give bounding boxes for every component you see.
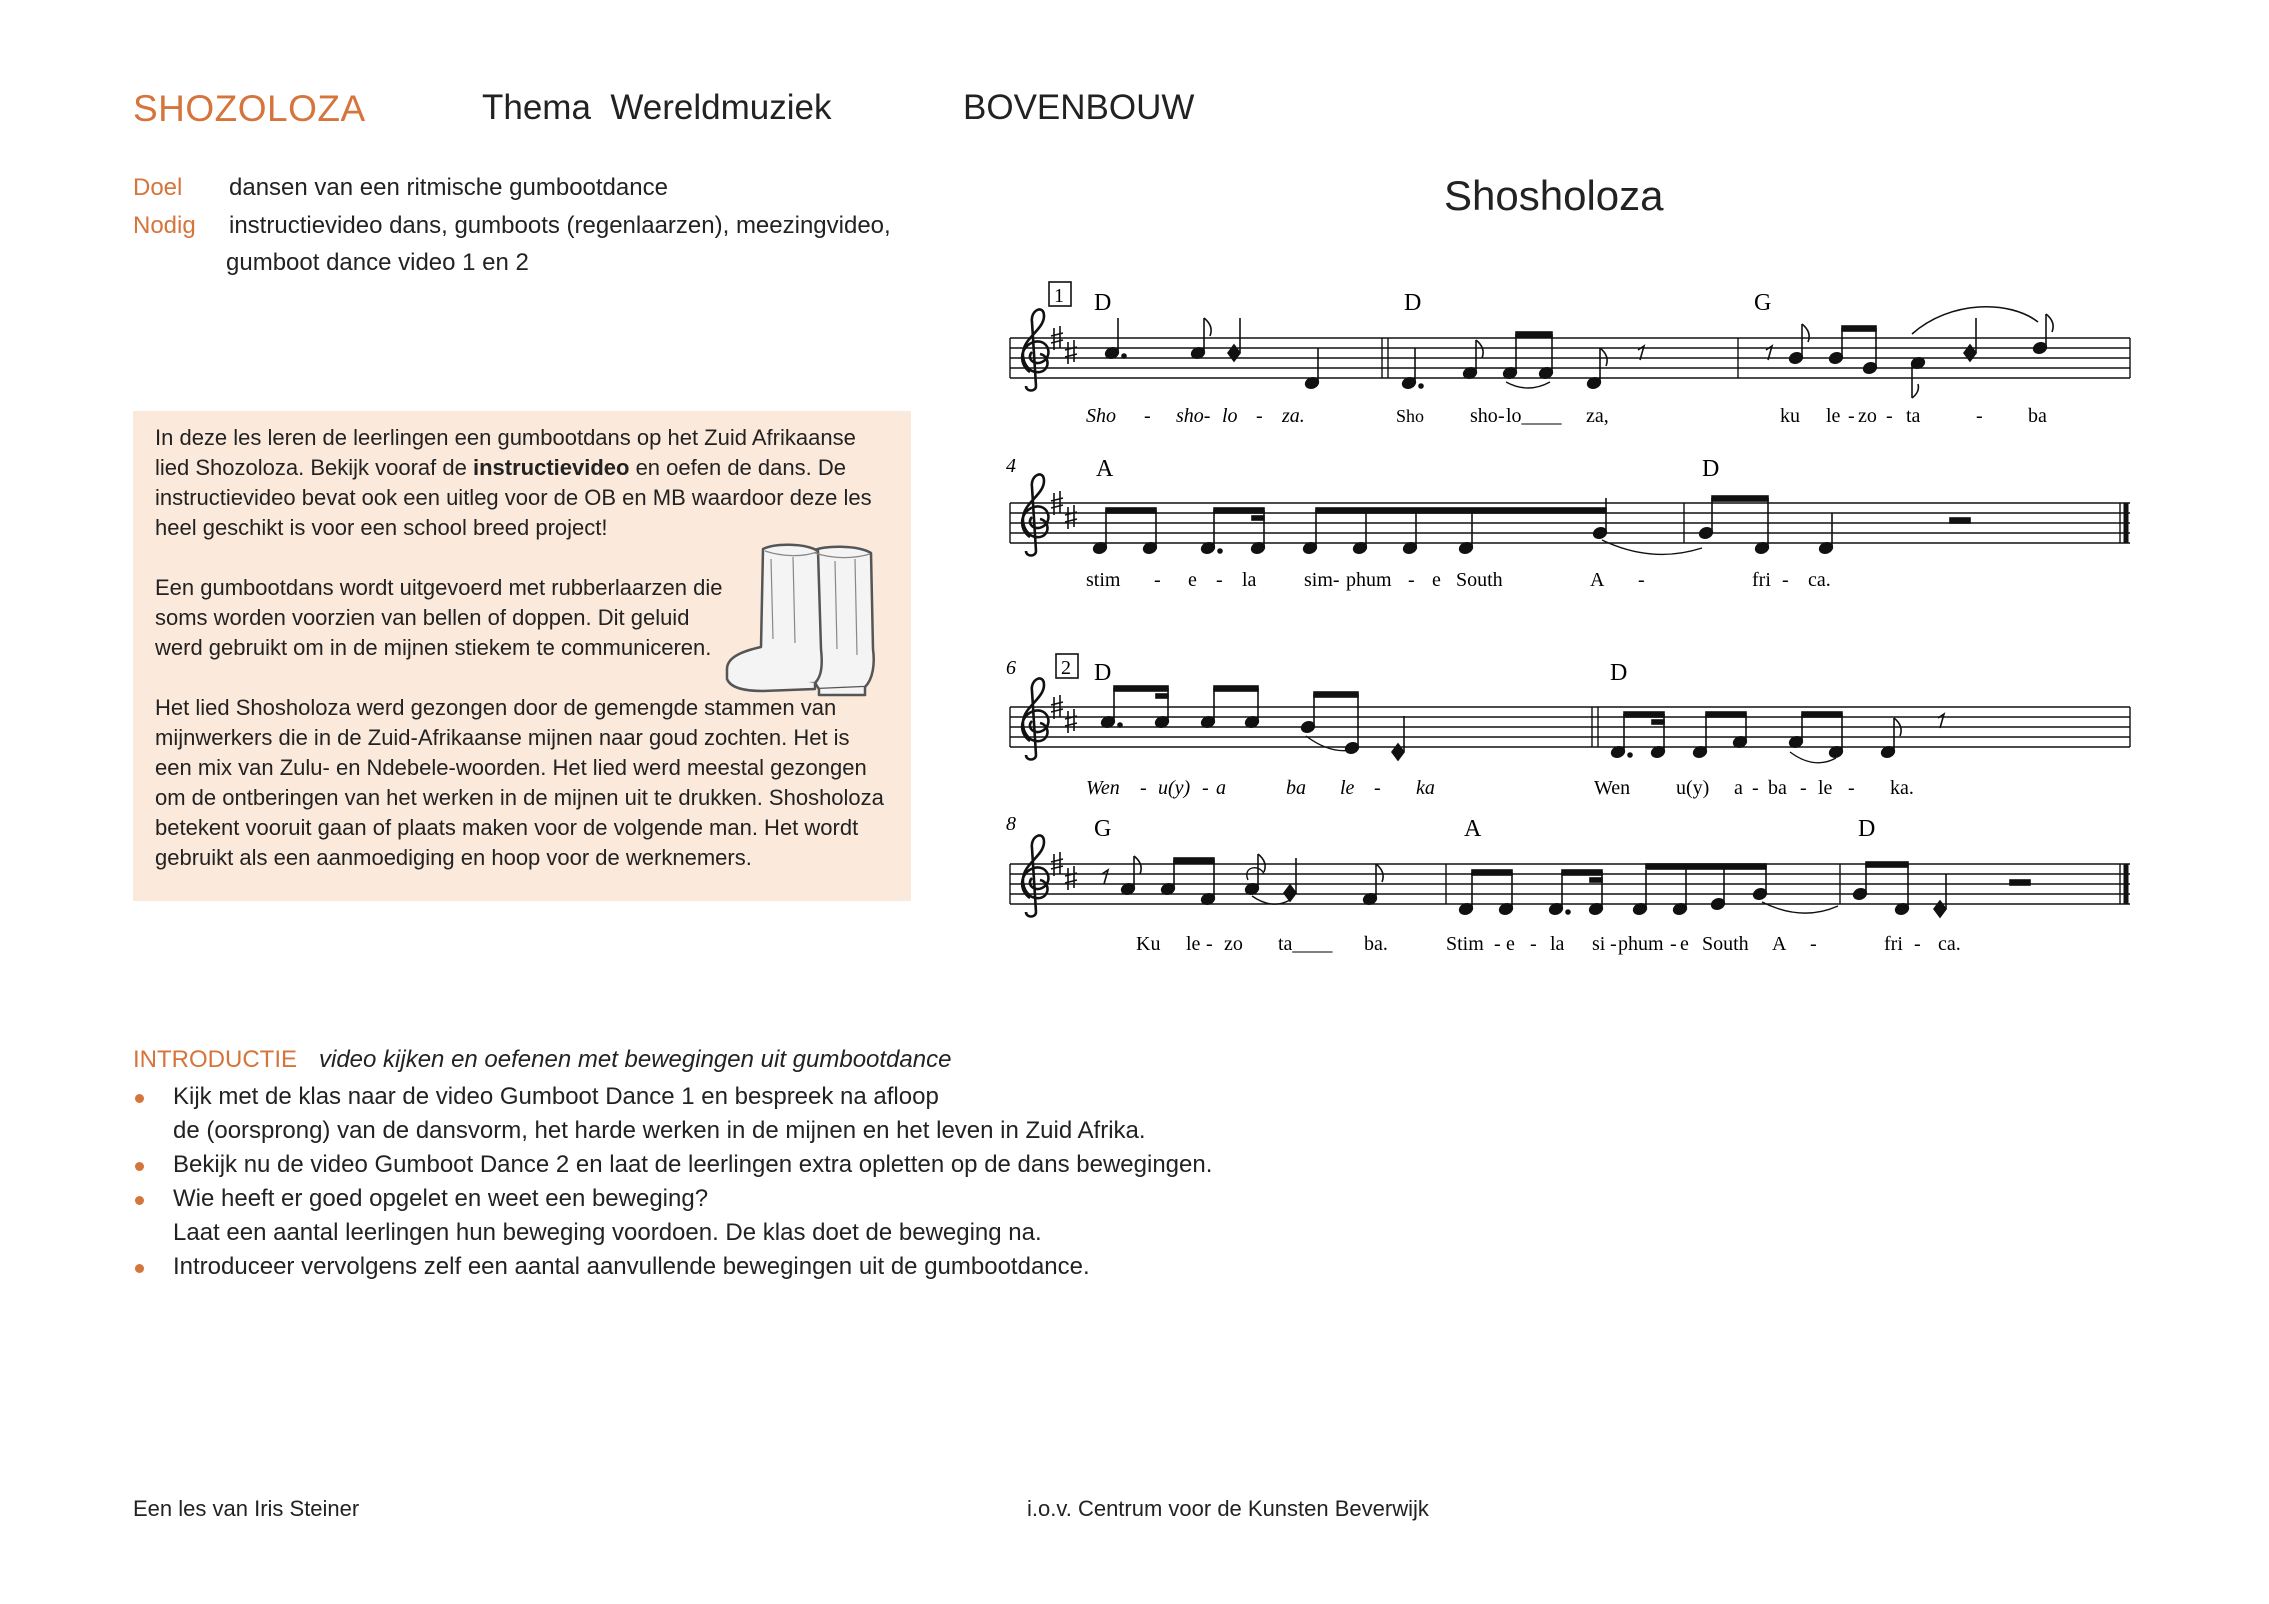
- svg-text:ca.: ca.: [1938, 933, 1961, 955]
- staff-system-4: [1006, 813, 2130, 955]
- chord-symbol: D: [1858, 816, 1876, 842]
- chord-symbol: D: [1404, 290, 1422, 316]
- svg-text:-: -: [1782, 569, 1789, 591]
- svg-text:ta: ta: [1906, 405, 1921, 427]
- svg-text:-: -: [1848, 405, 1855, 427]
- svg-text:-: -: [1498, 405, 1505, 427]
- svg-text:ca.: ca.: [1808, 569, 1831, 591]
- svg-text:-: -: [1976, 405, 1983, 427]
- svg-text:ba.: ba.: [1364, 933, 1388, 955]
- svg-text:Stim: Stim: [1446, 933, 1484, 955]
- svg-text:-: -: [1144, 405, 1151, 427]
- svg-text:Wen: Wen: [1086, 777, 1120, 799]
- info-paragraph-2: Een gumbootdans wordt uitgevoerd met rubberlaarzen die soms worden voorzien van bellen of doppen. Dit geluid werd gebruikt om in de mijnen stiekem te communiceren.: [155, 575, 723, 660]
- info-paragraph-3: Het lied Shosholoza werd gezongen door de gemengde stammen van mijnwerkers die in de Zuid-Afrikaanse mijnen naar goud zochten. Het is een mix van Zulu- en Ndebele-woorden. Het lied werd meestal gezongen om de ontberingen van het werken in de mijnen uit te drukken. Shosholoza betekent vooruit gaan of plaats maken voor de volgende man. Het wordt gebruikt als een aanmoediging en hoop voor de werknemers.: [155, 695, 884, 870]
- svg-text:a: a: [1734, 777, 1743, 799]
- sheet-music: [990, 270, 2150, 970]
- bullet-icon: [135, 1094, 144, 1103]
- svg-text:-: -: [1610, 933, 1617, 955]
- svg-text:a: a: [1216, 777, 1226, 799]
- footer-author: Een les van Iris Steiner: [133, 1496, 360, 1521]
- svg-text:South: South: [1456, 569, 1503, 591]
- intro-subtitle: video kijken en oefenen met bewegingen uit gumbootdance: [319, 1046, 952, 1073]
- svg-text:la: la: [1242, 569, 1257, 591]
- staff-system-1: [1010, 282, 2130, 427]
- intro-label: INTRODUCTIE: [133, 1046, 297, 1073]
- svg-text:A: A: [1772, 933, 1787, 955]
- svg-text:-: -: [1374, 777, 1381, 799]
- measure-number: 6: [1006, 657, 1016, 679]
- lesson-title: SHOZOLOZA: [133, 88, 366, 129]
- svg-text:-: -: [1408, 569, 1415, 591]
- svg-text:si: si: [1592, 933, 1606, 955]
- svg-text:-: -: [1530, 933, 1537, 955]
- rehearsal-mark: 2: [1061, 657, 1071, 679]
- svg-text:ka: ka: [1416, 777, 1435, 799]
- notes: [1100, 686, 1944, 763]
- svg-text:sho: sho: [1470, 405, 1498, 427]
- needs-value: instructievideo dans, gumboots (regenlaarzen), meezingvideo,: [229, 212, 891, 239]
- svg-text:sho-: sho-: [1176, 405, 1211, 427]
- goal-value: dansen van een ritmische gumbootdance: [229, 174, 668, 201]
- svg-text:-: -: [1886, 405, 1893, 427]
- svg-text:Sho: Sho: [1086, 405, 1116, 427]
- notes: [1104, 307, 2053, 398]
- bullet-icon: [135, 1264, 144, 1273]
- svg-text:ka.: ka.: [1890, 777, 1914, 799]
- chord-symbol: D: [1610, 660, 1628, 686]
- svg-text:ba: ba: [2028, 405, 2047, 427]
- svg-text:sim-: sim-: [1304, 569, 1340, 591]
- chord-symbol: D: [1094, 290, 1112, 316]
- list-item: Bekijk nu de video Gumboot Dance 2 en laat de leerlingen extra opletten op de dans bewegingen.: [133, 1148, 1433, 1182]
- svg-text:zo: zo: [1858, 405, 1877, 427]
- svg-text:le: le: [1186, 933, 1201, 955]
- lesson-level: BOVENBOUW: [963, 88, 1195, 127]
- svg-text:ku: ku: [1780, 405, 1800, 427]
- svg-text:za.: za.: [1282, 405, 1305, 427]
- notes: [1092, 496, 1970, 555]
- song-title: Shosholoza: [1444, 172, 1664, 219]
- svg-text:South: South: [1702, 933, 1749, 955]
- chord-symbol: G: [1754, 290, 1772, 316]
- rehearsal-mark: 1: [1054, 285, 1064, 307]
- chord-symbol: D: [1702, 456, 1720, 482]
- svg-text:phum: phum: [1618, 933, 1664, 955]
- measure-number: 8: [1006, 813, 1016, 835]
- svg-text:lo____: lo____: [1506, 405, 1562, 427]
- intro-heading: [133, 1046, 951, 1074]
- svg-text:-: -: [1810, 933, 1817, 955]
- svg-text:Sho: Sho: [1396, 406, 1425, 426]
- instructievideo-link[interactable]: instructievideo: [472, 455, 630, 480]
- list-item: Wie heeft er goed opgelet en weet een beweging? Laat een aantal leerlingen hun beweging voordoen. De klas doet de beweging na.: [133, 1182, 1433, 1250]
- svg-text:Wen: Wen: [1594, 777, 1631, 799]
- chord-symbol: A: [1464, 816, 1482, 842]
- svg-text:-: -: [1670, 933, 1677, 955]
- svg-text:lo: lo: [1222, 405, 1238, 427]
- bullet-icon: [135, 1162, 144, 1171]
- svg-text:-: -: [1914, 933, 1921, 955]
- svg-text:-: -: [1206, 933, 1213, 955]
- chord-symbol: G: [1094, 816, 1112, 842]
- svg-text:-: -: [1140, 777, 1147, 799]
- svg-text:e: e: [1506, 933, 1515, 955]
- svg-text:stim: stim: [1086, 569, 1121, 591]
- svg-text:-: -: [1154, 569, 1161, 591]
- svg-text:ta____: ta____: [1278, 933, 1333, 955]
- svg-text:-: -: [1202, 777, 1209, 799]
- lyrics-line-1b: [1396, 405, 2047, 427]
- chord-symbol: A: [1096, 456, 1114, 482]
- svg-text:-: -: [1256, 405, 1263, 427]
- lyrics-line-4: [1136, 933, 1961, 955]
- list-item: Introduceer vervolgens zelf een aantal aanvullende bewegingen uit de gumbootdance.: [133, 1250, 1433, 1284]
- svg-text:-: -: [1638, 569, 1645, 591]
- svg-text:Ku: Ku: [1136, 933, 1161, 955]
- needs-value-line2: gumboot dance video 1 en 2: [226, 249, 529, 276]
- svg-text:-: -: [1494, 933, 1501, 955]
- svg-text:-: -: [1800, 777, 1807, 799]
- list-item: Kijk met de klas naar de video Gumboot Dance 1 en bespreek na afloop de (oorsprong) van de dansvorm, het harde werken in de mijnen en het leven in Zuid Afrika.: [133, 1080, 1433, 1148]
- svg-text:fri: fri: [1884, 933, 1903, 955]
- svg-text:u(y): u(y): [1158, 777, 1191, 799]
- measure-number: 4: [1006, 455, 1016, 477]
- svg-text:fri: fri: [1752, 569, 1771, 591]
- svg-text:ba: ba: [1286, 777, 1306, 799]
- bullet-icon: [135, 1196, 144, 1205]
- info-paragraph-1: In deze les leren de leerlingen een gumbootdans op het Zuid Afrikaanse lied Shozoloza. Bekijk vooraf de instructievideo en oefen de dans. De instructievideo bevat ook een uitleg voor de OB en MB waardoor deze les heel geschikt is voor een school breed project!: [155, 425, 872, 540]
- svg-text:zo: zo: [1224, 933, 1243, 955]
- svg-text:-: -: [1848, 777, 1855, 799]
- lyrics-line-3b: [1594, 777, 1914, 799]
- staff-system-3: [1006, 654, 2130, 799]
- svg-text:e: e: [1680, 933, 1689, 955]
- svg-text:e: e: [1432, 569, 1441, 591]
- svg-text:A: A: [1590, 569, 1605, 591]
- svg-text:u(y): u(y): [1676, 777, 1710, 799]
- svg-text:le: le: [1826, 405, 1841, 427]
- svg-text:ba: ba: [1768, 777, 1787, 799]
- svg-text:phum: phum: [1346, 569, 1392, 591]
- svg-text:le: le: [1340, 777, 1355, 799]
- svg-text:le: le: [1818, 777, 1833, 799]
- lyrics-line-2: [1086, 569, 1831, 591]
- lyrics-line-1: [1086, 405, 1305, 427]
- intro-list: [133, 1080, 1433, 1284]
- footer-organisation: i.o.v. Centrum voor de Kunsten Beverwijk: [1027, 1496, 1429, 1521]
- lesson-theme: Thema Wereldmuziek: [482, 88, 832, 127]
- info-box: [133, 411, 911, 901]
- rubber-boots-icon: [723, 539, 883, 697]
- svg-text:e: e: [1188, 569, 1197, 591]
- svg-text:-: -: [1216, 569, 1223, 591]
- staff-system-2: [1006, 455, 2130, 591]
- goal-label: Doel: [133, 174, 183, 201]
- svg-text:za,: za,: [1586, 405, 1609, 427]
- lyrics-line-3: [1086, 777, 1435, 799]
- svg-text:-: -: [1752, 777, 1759, 799]
- chord-symbol: D: [1094, 660, 1112, 686]
- needs-label: Nodig: [133, 212, 196, 239]
- svg-text:la: la: [1550, 933, 1565, 955]
